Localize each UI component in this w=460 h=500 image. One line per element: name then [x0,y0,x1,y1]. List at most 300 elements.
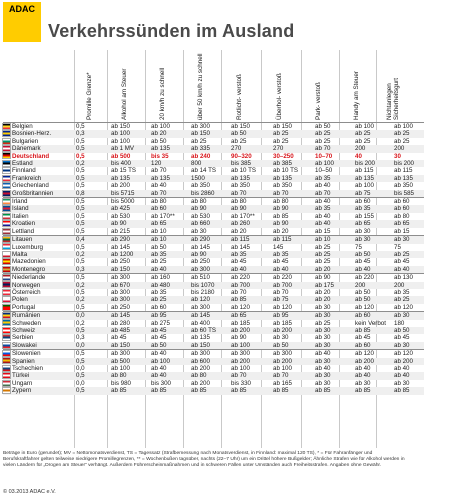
value-cell: ab 290 [109,236,149,244]
value-cell: ab 45 [149,327,189,334]
table-row [3,387,424,394]
value-cell: ab 85 [353,327,392,334]
country-flag-icon [3,290,10,295]
value-cell: ab 14 TS [191,167,216,175]
table-row [3,153,424,160]
country-flag-icon [3,161,10,166]
flag-cell [3,296,12,303]
flag-cell [3,304,12,312]
value-cell: ab 25 [315,258,331,266]
country-name: Rumänien [12,312,74,320]
country-name: Spanien [12,358,74,365]
value-cell: ab 35 [271,251,313,258]
flag-cell [3,372,12,379]
table-row [3,365,424,372]
value-cell: ab 1200 [109,251,149,258]
value-cell: ab 530 [111,212,130,220]
value-cell: ab 170** [231,212,255,220]
value-cell: ab 40 [315,365,331,372]
country-name: Niederlande [12,274,74,282]
value-cell: 0,5 [74,274,109,282]
country-flag-icon [3,305,10,310]
value-cell: ab 20 [313,296,353,303]
value-cell: ab 135 [271,175,313,182]
flag-cell [3,123,12,131]
value-cell: ab 35 [313,205,353,212]
table-row [3,282,424,289]
flag-cell [3,190,12,198]
value-cell: ab 130 [392,274,424,282]
value-cell: ab 50 [271,342,313,350]
country-flag-icon [3,267,10,272]
table-row [3,274,424,282]
value-cell: ab 40 [151,365,167,372]
country-name: Bulgarien [12,137,39,145]
value-cell: ab 85 [149,387,189,394]
value-cell: ab 300 [191,303,210,311]
value-cell: ab 150 [189,130,229,137]
value-cell: 145 [273,243,284,251]
flag-cell [3,342,12,350]
country-name: Island [12,205,74,212]
value-cell: bis 5715 [109,190,149,198]
table-row [3,182,424,189]
value-cell: ab 70 [271,372,313,379]
value-cell: ab 500 [109,358,149,365]
value-cell: ab 25 [151,258,167,266]
value-cell: ab 60 [392,205,424,212]
table-row [3,304,424,312]
value-cell: ab 85 [189,387,229,394]
value-cell: 0,0 [74,312,109,320]
value-cell: ab 35 [149,251,189,258]
value-cell: ab 300 [189,266,229,274]
value-cell: ab 70 [271,190,313,198]
country-name: Schweiz [12,327,74,334]
value-cell: ab 425 [109,205,149,212]
value-cell: ab 50 [392,327,424,334]
value-cell: ab 30 [191,227,207,235]
value-cell: ab 15 [315,227,331,235]
value-cell: ab 45 [111,334,127,342]
value-cell: ab 100 [392,123,424,131]
value-cell: ab 250 [191,258,210,266]
value-cell: ab 220 [229,274,271,282]
value-cell: ab 100 [229,342,271,350]
value-cell: 10–50 [315,167,333,175]
adac-logo: ADAC [3,2,41,16]
value-cell: 800 [189,160,229,167]
value-cell: ab 25 [273,137,289,145]
value-cell: ab 200 [111,182,130,190]
country-flag-icon [3,176,10,181]
country-flag-icon [3,252,10,257]
value-cell: 0,2 [76,319,85,327]
country-flag-icon [3,320,10,325]
value-cell: ab 120 [392,350,424,358]
value-cell: ab 20 [315,288,331,296]
value-cell: ab 350 [273,182,292,190]
value-cell: ab 30 [313,372,353,379]
value-cell: ab 100 [355,182,374,190]
value-cell: ab 25 [315,137,331,145]
value-cell: ab 85 [109,387,149,394]
table-row [3,296,424,303]
value-cell: 0,5 [74,205,109,212]
country-flag-icon [3,214,10,219]
value-cell: ab 150 [109,266,149,274]
column-header-8 [386,78,460,120]
country-name: Italien [12,212,29,220]
country-flag-icon [3,381,10,386]
table-row [3,205,424,212]
value-cell: 0,5 [74,123,109,131]
value-cell: ab 145 [191,243,210,251]
value-cell: ab 160 [149,274,189,282]
country-name: Estland [12,160,74,167]
value-cell: ab 100 [149,358,189,365]
column-header-label: 20 km/h zu schnell [159,67,166,120]
value-cell: 0,5 [76,167,85,175]
value-cell: ab 30 [313,358,353,365]
value-cell: ab 480 [149,282,189,289]
value-cell: ab 100 [149,123,189,131]
value-cell: ab 40 [394,365,410,372]
value-cell: ab 200 [271,358,313,365]
value-cell: ab 50 [313,123,353,131]
value-cell: ab 30 [392,236,424,244]
value-cell: bis 5000 [109,198,149,206]
table-row [3,190,424,198]
country-name: Tschechien [12,365,43,372]
value-cell: ab 45 [355,334,371,342]
value-cell: ab 50 [353,296,392,303]
flag-cell [3,365,12,372]
value-cell: ab 120 [189,296,229,303]
flag-cell [3,266,12,274]
value-cell: ab 300 [271,350,313,358]
value-cell: 270 [229,145,271,152]
value-cell: ab 200 [229,358,271,365]
table-row [3,358,424,365]
flag-cell [3,350,12,358]
value-cell: 0,5 [74,198,109,206]
value-cell: ab 70 [149,190,189,198]
country-name: Montenegro [12,266,74,274]
table-row [3,320,424,327]
flag-cell [3,327,12,334]
country-flag-icon [3,139,10,144]
table-row [3,228,424,236]
value-cell: bis 200 [392,160,424,167]
country-flag-icon [3,282,10,287]
country-flag-icon [3,366,10,371]
value-cell: ab 40 [149,350,189,358]
country-name: Österreich [12,288,41,296]
value-cell: ab 10 TS [273,167,298,175]
value-cell: ab 100 [273,365,292,372]
value-cell: 30 [394,152,401,160]
value-cell: ab 45 [394,258,410,266]
value-cell: ab 85 [353,387,392,394]
value-cell: ab 65 [392,220,424,227]
value-cell: ab 135 [149,145,189,152]
value-cell: ab 35 [151,288,167,296]
value-cell: ab 700 [271,282,313,289]
value-cell: 0,5 [74,327,109,334]
country-flag-icon [3,313,10,318]
value-cell: ab 85 [273,212,289,220]
value-cell: ab 120 [231,303,250,311]
flag-cell [3,228,12,236]
table-row [3,251,424,258]
value-cell: ab 30 [313,312,353,320]
flag-cell [3,289,12,296]
value-cell: ab 40 [313,220,353,227]
value-cell: ab 20 [273,227,289,235]
value-cell: kein Verbot [355,319,386,327]
value-cell: ab 40 [149,266,189,274]
country-flag-icon [3,229,10,234]
value-cell: ab 40 [353,372,392,379]
value-cell: 0,5 [76,182,85,190]
value-cell: ab 300 [189,123,229,131]
value-cell: ab 150 [109,342,149,350]
value-cell: ab 350 [231,182,250,190]
country-flag-icon [3,275,10,280]
value-cell: 200 [353,145,392,152]
value-cell: ab 80 [229,198,271,206]
value-cell: 0,3 [76,334,85,342]
value-cell: ab 145 [111,243,130,251]
value-cell: 200 [392,145,424,152]
value-cell: ab 40 [315,212,331,220]
value-cell: ab 350 [394,182,413,190]
flag-cell [3,213,12,220]
value-cell: 0,2 [74,282,109,289]
value-cell: ab 200 [229,327,271,334]
value-cell: ab 145 [109,312,149,320]
country-name: Kroatien [12,220,74,227]
value-cell: ab 60 [392,198,424,206]
value-cell: ab 90 [231,334,247,342]
value-cell: ab 220 [271,274,313,282]
value-cell: ab 30 [355,379,371,387]
value-cell: ab 280 [111,319,130,327]
table-row [3,123,424,131]
flag-cell [3,334,12,341]
table-row [3,258,424,265]
value-cell: ab 70 [151,167,167,175]
value-cell: ab 155 [355,212,374,220]
value-cell: ab 200 [392,358,424,365]
value-cell: ab 40 [151,182,167,190]
value-cell: ab 25 [149,296,189,303]
value-cell: ab 30 [273,334,289,342]
country-flag-icon [3,244,10,249]
value-cell: bis 385 [229,160,271,167]
value-cell: ab 115 [394,167,413,175]
value-cell: ab 30 [392,312,424,320]
flag-cell [3,380,12,387]
value-cell: ab 135 [392,175,424,182]
value-cell: ab 40 [353,266,392,274]
value-cell: bis 1070 [189,282,229,289]
value-cell: 75 [355,243,362,251]
country-name: Slowakei [12,342,74,350]
value-cell: ab 50 [229,130,271,137]
value-cell: ab 45 [273,258,289,266]
value-cell: ab 85 [229,296,271,303]
value-cell: ab 85 [313,387,353,394]
value-cell: ab 65 [229,312,271,320]
value-cell: 200 [353,282,392,289]
value-cell: ab 150 [271,123,313,131]
value-cell: 0,5 [76,303,85,311]
copyright: © 03.2013 ADAC e.V. [3,489,56,495]
value-cell: ab 25 [313,251,353,258]
value-cell: ab 90 [271,205,313,212]
column-header-label: Promille Grenze* [85,72,93,120]
column-header-label: über 50 km/h zu schnell [197,53,204,120]
value-cell: ab 95 [271,312,313,320]
value-cell: ab 80 [271,198,313,206]
value-cell: ab 50 [149,342,189,350]
country-name: Mazedonien [12,258,46,266]
value-cell: ab 100 [231,365,250,372]
value-cell: ab 60 [149,205,189,212]
value-cell: ab 40 [271,266,313,274]
country-name: Malta [12,251,74,258]
value-cell: ab 30 [313,327,353,334]
value-cell: ab 185 [231,319,250,327]
value-cell: ab 30 [353,236,392,244]
value-cell: ab 70 [229,372,271,379]
value-cell: ab 200 [353,358,392,365]
value-cell: ab 85 [392,387,424,394]
value-cell: ab 75 [353,190,392,198]
value-cell: 0,5 [74,220,109,227]
value-cell: ab 50 [151,243,167,251]
flag-cell [3,175,12,182]
value-cell: ab 275 [151,319,170,327]
table-row [3,266,424,274]
country-flag-icon [3,259,10,264]
country-flag-icon [3,221,10,226]
value-cell: ab 45 [394,334,410,342]
value-cell: ab 35 [313,175,353,182]
value-cell: bis 2180 [191,288,215,296]
country-name: Litauen [12,236,74,244]
country-flag-icon [3,199,10,204]
value-cell: 10–70 [315,152,333,160]
value-cell: ab 40 [313,198,353,206]
value-cell: ab 50 [353,251,392,258]
table-row [3,244,424,251]
value-cell: ab 170** [151,212,175,220]
value-cell: ab 100 [109,130,149,137]
value-cell: ab 30 [313,342,353,350]
flag-cell [3,182,12,189]
column-header-label: Rotlicht- verstoß [236,74,243,120]
value-cell: ab 40 [149,372,189,379]
country-name: Serbien [12,334,34,342]
country-name: Türkei [12,372,74,379]
table-row [3,342,424,350]
value-cell: 75 [394,243,401,251]
country-name: Finnland [12,167,36,175]
country-flag-icon [3,373,10,378]
value-cell: ab 40 [313,350,353,358]
value-cell: ab 100 [353,123,392,131]
value-cell: ab 35 [229,251,271,258]
value-cell: ab 120 [394,303,413,311]
value-cell: ab 35 [394,288,410,296]
country-flag-icon [3,297,10,302]
value-cell: ab 40 [355,365,371,372]
value-cell: ab 10 [149,236,189,244]
value-cell: ab 115 [229,236,271,244]
value-cell: ab 220 [353,274,392,282]
table-row [3,130,424,137]
value-cell: ab 260 [229,220,271,227]
table-row [3,175,424,182]
value-cell: ab 20 [313,266,353,274]
flag-cell [3,258,12,265]
country-name: Luxemburg [12,243,43,251]
value-cell: ab 20 [231,227,247,235]
flag-cell [3,220,12,227]
flag-cell [3,198,12,206]
country-name: Dänemark [12,145,74,152]
flag-cell [3,160,12,167]
country-flag-icon [3,183,10,188]
value-cell: ab 30 [394,379,410,387]
value-cell: ab 150 [229,123,271,131]
value-cell: ab 300 [229,350,271,358]
column-header-label: Nichtanlegen Sicherheitsgurt [386,78,400,120]
value-cell: ab 60 [353,198,392,206]
value-cell: ab 25 [353,130,392,137]
value-cell: ab 200 [191,365,210,372]
value-cell: 0,5 [76,152,85,160]
value-cell: ab 60 [151,303,167,311]
value-cell: ab 530 [191,212,210,220]
value-cell: ab 70 [313,190,353,198]
value-cell: 0,5 [74,372,109,379]
country-flag-icon [3,124,10,129]
value-cell: ab 10 [313,236,353,244]
value-cell: bis 400 [109,160,149,167]
value-cell: ab 145 [189,312,229,320]
country-name: Bosnien-Herz. [12,130,74,137]
table-row [3,334,424,341]
country-flag-icon [3,168,10,173]
value-cell: ab 35 [353,205,392,212]
value-cell: ab 135 [109,175,149,182]
value-cell: ab 200 [271,327,313,334]
value-cell: bis 35 [151,152,169,160]
value-cell: ab 165 [273,379,292,387]
value-cell: ab 90 [271,220,313,227]
value-cell: 0,5 [76,243,85,251]
value-cell: ab 25 [315,319,331,327]
value-cell: ab 120 [353,350,392,358]
table-row [3,327,424,334]
value-cell: 180 [394,319,405,327]
value-cell: ab 135 [149,175,189,182]
value-cell: 30–250 [273,152,294,160]
